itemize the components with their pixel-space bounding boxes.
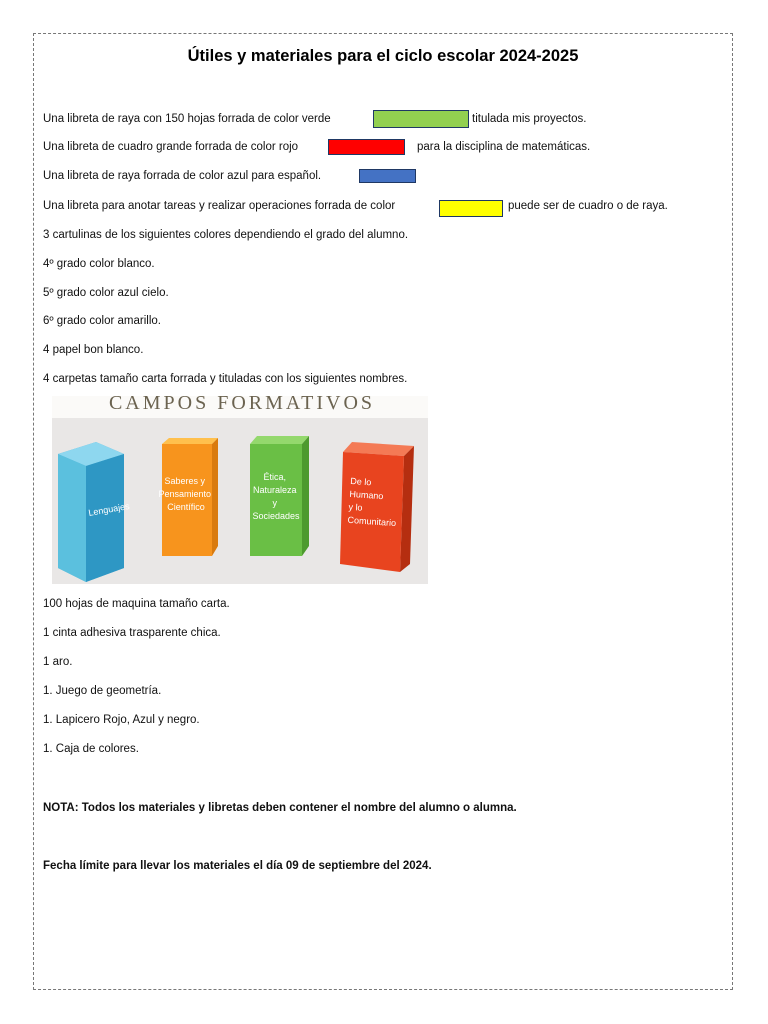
swatch-rojo (328, 139, 405, 155)
label-line: Ética, (263, 472, 286, 482)
item-carpetas: 4 carpetas tamaño carta forrada y tituladas con los siguientes nombres. (43, 373, 408, 385)
item-cartulinas: 3 cartulinas de los siguientes colores dependiendo el grado del alumno. (43, 229, 409, 241)
item-text-continued: puede ser de cuadro o de raya. (508, 200, 668, 212)
item-text: Una libreta de raya con 150 hojas forrada de color verde (43, 113, 331, 125)
label-line: Lenguajes (87, 500, 131, 518)
label-line: Sociedades (252, 511, 300, 521)
swatch-amarillo (439, 200, 503, 217)
item-text-continued: para la disciplina de matemáticas. (417, 141, 591, 153)
label-line: Científico (167, 502, 205, 512)
campos-boxes (52, 396, 428, 584)
label-line: Saberes y (164, 476, 206, 486)
label-line: Comunitario (347, 514, 397, 529)
item-hojas-maquina: 100 hojas de maquina tamaño carta. (43, 598, 230, 610)
item-papel-bon: 4 papel bon blanco. (43, 344, 144, 356)
item-libreta-amarilla: Una libreta para anotar tareas y realizar operaciones forrada de color (43, 200, 396, 212)
item-colores: 1. Caja de colores. (43, 743, 139, 755)
swatch-azul (359, 169, 416, 183)
item-cinta: 1 cinta adhesiva trasparente chica. (43, 627, 221, 639)
item-grado-6: 6º grado color amarillo. (43, 315, 161, 327)
fecha-limite: Fecha límite para llevar los materiales el día 09 de septiembre del 2024. (43, 860, 432, 872)
label-line: De lo (350, 475, 372, 488)
label-line: y (272, 498, 277, 508)
banner-heading: CAMPOS FORMATIVOS (108, 396, 376, 414)
item-libreta-azul: Una libreta de raya forrada de color azul para español. (43, 170, 322, 182)
item-geometria: 1. Juego de geometría. (43, 685, 162, 697)
swatch-verde (373, 110, 469, 128)
campos-formativos-image (52, 396, 428, 584)
item-aro: 1 aro. (43, 656, 73, 668)
nota: NOTA: Todos los materiales y libretas deben contener el nombre del alumno o alumna. (43, 802, 517, 814)
label-line: Pensamiento (158, 489, 212, 499)
box-etica (250, 436, 309, 556)
document-title: Útiles y materiales para el ciclo escolar 2024-2025 (187, 47, 579, 65)
label-line: Humano (349, 488, 384, 502)
item-libreta-verde (43, 112, 331, 126)
label-line: Naturaleza (252, 485, 297, 495)
item-grado-4: 4º grado color blanco. (43, 258, 155, 270)
item-text-continued: titulada mis proyectos. (472, 113, 587, 125)
item-grado-5: 5º grado color azul cielo. (43, 287, 169, 299)
item-libreta-roja: Una libreta de cuadro grande forrada de color rojo (43, 141, 299, 153)
item-lapicero: 1. Lapicero Rojo, Azul y negro. (43, 714, 200, 726)
label-line: y lo (348, 501, 363, 513)
